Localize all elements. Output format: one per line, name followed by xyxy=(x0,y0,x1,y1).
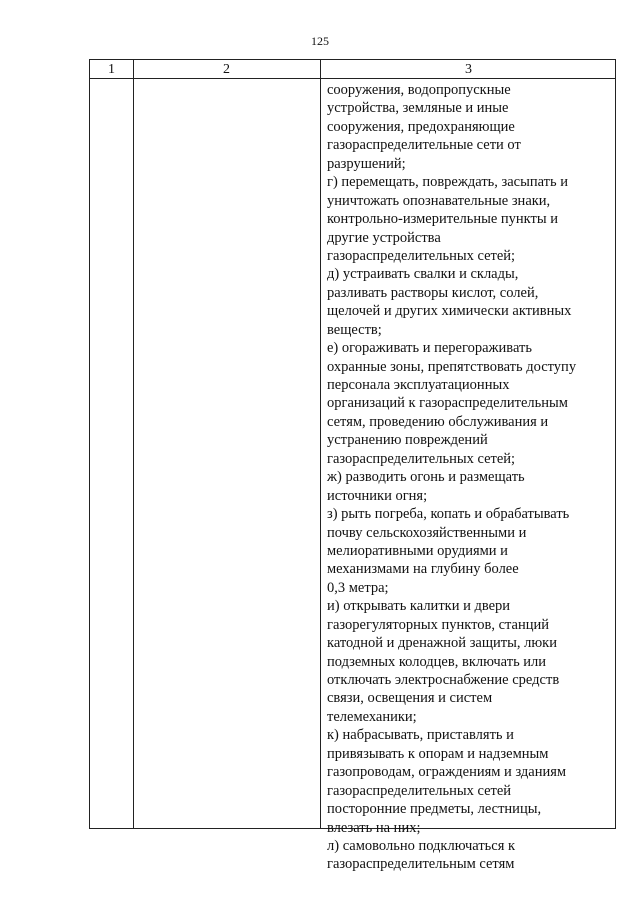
text-line: мелиоративными орудиями и xyxy=(327,542,508,559)
text-line: влезать на них; xyxy=(327,819,421,836)
text-line: контрольно-измерительные пункты и xyxy=(327,211,559,228)
text-line: газораспределительных сетей; xyxy=(327,450,516,467)
text-line: связи, освещения и систем xyxy=(327,690,493,707)
text-line: разрушений; xyxy=(327,155,406,172)
text-line: персонала эксплуатационных xyxy=(327,377,510,393)
text-line: газораспределительных сетей; xyxy=(327,247,516,264)
text-line: уничтожать опознавательные знаки, xyxy=(327,192,551,209)
text-line: охранные зоны, препятствовать доступу xyxy=(327,358,577,375)
text-line: л) самовольно подключаться к xyxy=(327,837,516,854)
text-line: привязывать к опорам и надземным xyxy=(327,745,549,762)
text-line: отключать электроснабжение средств xyxy=(327,672,560,688)
text-line: газораспределительных сетей xyxy=(327,782,512,799)
text-line: сооружения, предохраняющие xyxy=(327,118,515,135)
text-line: другие устройства xyxy=(327,229,441,246)
text-line: катодной и дренажной защиты, люки xyxy=(327,635,557,652)
text-line: газорегуляторных пунктов, станций xyxy=(327,616,549,633)
header-cell-3: 3 xyxy=(465,62,472,77)
text-line: сооружения, водопропускные xyxy=(327,82,511,98)
page-number: 125 xyxy=(311,34,329,48)
text-line: сетям, проведению обслуживания и xyxy=(327,413,549,430)
text-line: газопроводам, ограждениям и зданиям xyxy=(327,764,567,781)
text-line: источники огня; xyxy=(327,487,428,504)
text-line: газораспределительным сетям xyxy=(327,856,515,873)
text-line: е) огораживать и перегораживать xyxy=(327,340,532,357)
text-line: телемеханики; xyxy=(327,708,417,725)
text-line: устранению повреждений xyxy=(327,432,488,449)
text-line: посторонние предметы, лестницы, xyxy=(327,801,542,818)
document-table xyxy=(89,59,616,873)
text-line: д) устраивать свалки и склады, xyxy=(327,266,519,283)
text-line: разливать растворы кислот, солей, xyxy=(327,284,539,301)
column-3-text xyxy=(327,81,612,874)
text-line: г) перемещать, повреждать, засыпать и xyxy=(327,174,569,191)
column-divider-1 xyxy=(133,60,134,828)
text-line: з) рыть погреба, копать и обрабатывать xyxy=(327,506,570,523)
text-line: 0,3 метра; xyxy=(327,579,389,596)
text-line: щелочей и других химически активных xyxy=(327,303,572,320)
text-line: ж) разводить огонь и размещать xyxy=(327,469,525,486)
text-line: почву сельскохозяйственными и xyxy=(327,524,527,541)
header-cell-2: 2 xyxy=(223,62,230,77)
text-line: и) открывать калитки и двери xyxy=(327,598,511,615)
table-header-row xyxy=(90,60,615,79)
text-line: устройства, земляные и иные xyxy=(327,100,509,117)
text-line: механизмами на глубину более xyxy=(327,561,519,578)
text-line: к) набрасывать, приставлять и xyxy=(327,727,514,744)
text-line: организаций к газораспределительным xyxy=(327,395,568,412)
header-cell-1: 1 xyxy=(108,62,115,77)
text-line: подземных колодцев, включать или xyxy=(327,653,547,670)
column-divider-2 xyxy=(320,60,321,828)
text-line: газораспределительные сети от xyxy=(327,137,521,154)
text-line: веществ; xyxy=(327,321,382,338)
